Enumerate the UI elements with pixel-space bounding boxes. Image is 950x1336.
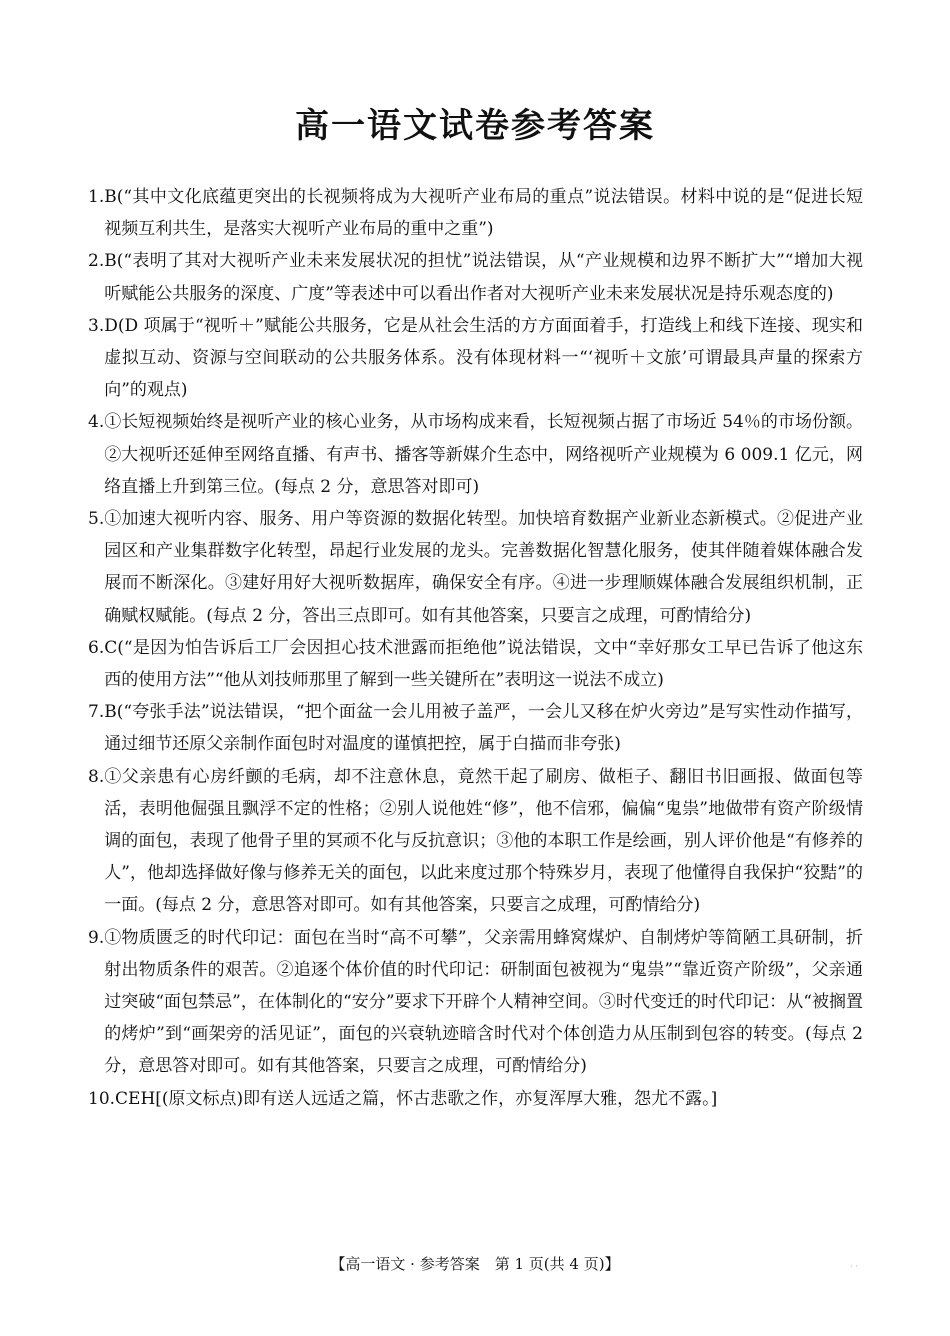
answer-number: 5.	[88, 509, 105, 530]
answer-number: 6.	[88, 637, 105, 658]
answer-text: B(“表明了其对大视听产业未来发展状况的担忧”说法错误，从“产业规模和边界不断扩大”“增加大视听赋能公共服务的深度、广度”等表述中可以看出作者对大视听产业未来发展状况是持乐观态度的)	[104, 251, 863, 304]
answer-number: 7.	[88, 702, 105, 723]
answer-item-7	[88, 696, 863, 760]
answer-number: 3.	[88, 315, 105, 336]
answer-item-4	[88, 406, 863, 503]
answer-text: ①加速大视听内容、服务、用户等资源的数据化转型。加快培育数据产业新业态新模式。②促进产业园区和产业集群数字化转型，昂起行业发展的龙头。完善数据化智慧化服务，使其伴随着媒体融合发展而不断深化。③建好用好大视听数据库，确保安全有序。④进一步理顺媒体融合发展组织机制，正确赋权赋能。(每点 2 分，答出三点即可。如有其他答案，只要言之成理，可酌情给分)	[104, 509, 863, 626]
answer-item-5	[88, 503, 863, 632]
answer-item-8	[88, 761, 863, 922]
answer-item-2	[88, 245, 863, 309]
answer-number: 10.	[88, 1088, 116, 1109]
corner-mark: · ·	[850, 1262, 858, 1271]
answer-text: B(“其中文化底蕴更突出的长视频将成为大视听产业布局的重点”说法错误。材料中说的是“促进长短视频互利共生，是落实大视听产业布局的重中之重”)	[104, 187, 863, 240]
answer-number: 8.	[88, 766, 105, 787]
answer-text: C(“是因为怕告诉后工厂会因担心技术泄露而拒绝他”说法错误，文中“幸好那女工早已告诉了他这东西的使用方法”“他从刘技师那里了解到一些关键所在”表明这一说法不成立)	[104, 637, 863, 691]
answer-text: B(“夸张手法”说法错误，“把个面盆一会儿用被子盖严，一会儿又移在炉火旁边”是写实性动作描写，通过细节还原父亲制作面包时对温度的谨慎把控，属于白描而非夸张)	[104, 702, 863, 755]
answer-text: ①长短视频始终是视听产业的核心业务，从市场构成来看，长短视频占据了市场近 54％的市场份额。②大视听还延伸至网络直播、有声书、播客等新媒介生态中，网络视听产业规模为 6 009.1 亿元，网络直播上升到第三位。(每点 2 分，意思答对即可)	[104, 412, 863, 497]
answer-item-1	[88, 181, 863, 245]
answer-item-9	[88, 922, 863, 1083]
answer-item-3	[88, 310, 863, 407]
page-footer: 【高一语文 · 参考答案 第 1 页(共 4 页)】	[330, 1255, 620, 1273]
answer-text: ①父亲患有心房纤颤的毛病，却不注意休息，竟然干起了刷房、做柜子、翻旧书旧画报、做面包等活，表明他倔强且飘浮不定的性格；②别人说他姓“修”，他不信邪，偏偏“鬼祟”地做带有资产阶级情调的面包，表现了他骨子里的冥顽不化与反抗意识；③他的本职工作是绘画，别人评价他是“有修养的人”，他却选择做好像与修养无关的面包，以此来度过那个特殊岁月，表现了他懂得自我保护“狡黠”的一面。(每点 2 分，意思答对即可。如有其他答案，只要言之成理，可酌情给分)	[104, 766, 863, 916]
answer-number: 2.	[88, 251, 105, 272]
answer-number: 4.	[88, 412, 105, 433]
answer-number: 1.	[88, 187, 105, 207]
answer-item-6	[88, 632, 863, 696]
answer-text: D(D 项属于“视听＋”赋能公共服务，它是从社会生活的方方面面着手，打造线上和线下连接、现实和虚拟互动、资源与空间联动的公共服务体系。没有体现材料一“‘视听＋文旅’可谓最具声量的探索方向”的观点)	[104, 315, 863, 401]
answer-list	[88, 181, 863, 1115]
answer-number: 9.	[88, 927, 105, 948]
page-title: 高一语文试卷参考答案	[295, 106, 655, 146]
answer-text: CEH[(原文标点)即有送人远适之篇，怀古悲歌之作，亦复浑厚大雅，怨尤不露。]	[115, 1088, 718, 1109]
answer-text: ①物质匮乏的时代印记：面包在当时“高不可攀”，父亲需用蜂窝煤炉、自制烤炉等简陋工具研制，折射出物质条件的艰苦。②追逐个体价值的时代印记：研制面包被视为“鬼祟”“靠近资产阶级”，父亲通过突破“面包禁忌”，在体制化的“安分”要求下开辟个人精神空间。③时代变迁的时代印记：从“被搁置的烤炉”到“画架旁的活见证”，面包的兴衰轨迹暗含时代对个体创造力从压制到包容的转变。(每点 2 分，意思答对即可。如有其他答案，只要言之成理，可酌情给分)	[104, 927, 863, 1077]
answer-item-10	[88, 1083, 863, 1115]
